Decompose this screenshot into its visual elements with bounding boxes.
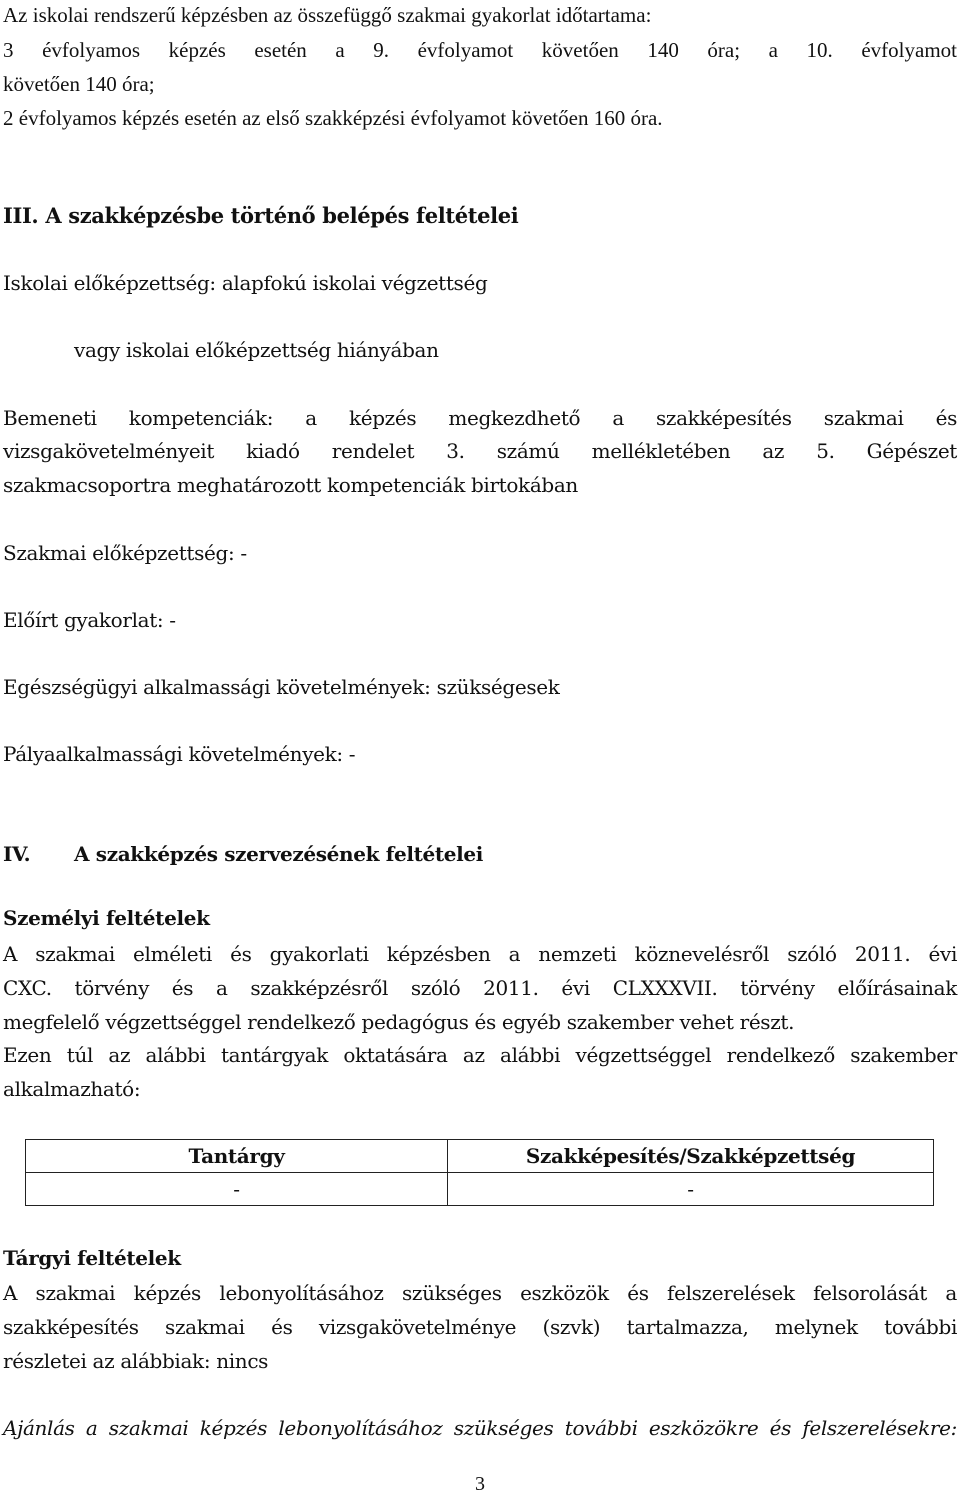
- table-cell-qualification: -: [448, 1173, 934, 1206]
- personal-conditions-heading: Személyi feltételek: [3, 906, 210, 930]
- material-conditions-line-1: A szakmai képzés lebonyolításához szükséges eszközök és felszerelések felsorolását a: [3, 1281, 957, 1305]
- intro-line-1: Az iskolai rendszerű képzésben az összefüggő szakmai gyakorlat időtartama:: [3, 3, 652, 27]
- table-row: [26, 1173, 934, 1206]
- prior-education-alternative: vagy iskolai előképzettség hiányában: [74, 338, 439, 362]
- personal-conditions-line-4: Ezen túl az alábbi tantárgyak oktatására az alábbi végzettséggel rendelkező szakember: [3, 1043, 957, 1067]
- page-number: 3: [475, 1473, 485, 1495]
- input-competencies-line-1: Bemeneti kompetenciák: a képzés megkezdhető a szakképesítés szakmai és: [3, 406, 957, 430]
- material-conditions-heading: Tárgyi feltételek: [3, 1246, 181, 1270]
- personal-conditions-line-5: alkalmazható:: [3, 1077, 141, 1101]
- health-requirements: Egészségügyi alkalmassági követelmények: szükségesek: [3, 675, 560, 699]
- subject-qualification-table: [25, 1139, 934, 1206]
- material-conditions-line-2: szakképesítés szakmai és vizsgakövetelménye (szvk) tartalmazza, melynek további: [3, 1315, 957, 1339]
- required-practice: Előírt gyakorlat: -: [3, 608, 176, 632]
- professional-prior-education: Szakmai előképzettség: -: [3, 541, 247, 565]
- intro-line-2: 3 évfolyamos képzés esetén a 9. évfolyamot követően 140 óra; a 10. évfolyamot: [3, 38, 957, 62]
- career-suitability-requirements: Pályaalkalmassági követelmények: -: [3, 742, 356, 766]
- table-cell-subject: -: [26, 1173, 448, 1206]
- table-header-qualification: Szakképesítés/Szakképzettség: [448, 1140, 934, 1173]
- section-4-title: A szakképzés szervezésének feltételei: [74, 842, 483, 866]
- table-header-subject: Tantárgy: [26, 1140, 448, 1173]
- recommendation-line: Ajánlás a szakmai képzés lebonyolításához szükséges további eszközökre és felszerelésekre:: [3, 1416, 957, 1440]
- personal-conditions-line-3: megfelelő végzettséggel rendelkező pedagógus és egyéb szakember vehet részt.: [3, 1010, 795, 1034]
- input-competencies-line-3: szakmacsoportra meghatározott kompetenciák birtokában: [3, 473, 578, 497]
- personal-conditions-line-2: CXC. törvény és a szakképzésről szóló 2011. évi CLXXXVII. törvény előírásainak: [3, 976, 957, 1000]
- personal-conditions-line-1: A szakmai elméleti és gyakorlati képzésben a nemzeti köznevelésről szóló 2011. évi: [3, 942, 957, 966]
- input-competencies-line-2: vizsgakövetelményeit kiadó rendelet 3. számú mellékletében az 5. Gépészet: [3, 439, 957, 463]
- section-3-heading: III. A szakképzésbe történő belépés feltételei: [3, 203, 519, 228]
- table-header-row: [26, 1140, 934, 1173]
- prior-education: Iskolai előképzettség: alapfokú iskolai végzettség: [3, 271, 488, 295]
- section-4-number: IV.: [3, 842, 31, 866]
- intro-line-4: 2 évfolyamos képzés esetén az első szakképzési évfolyamot követően 160 óra.: [3, 106, 663, 130]
- intro-line-3: követően 140 óra;: [3, 72, 155, 96]
- material-conditions-line-3: részletei az alábbiak: nincs: [3, 1349, 269, 1373]
